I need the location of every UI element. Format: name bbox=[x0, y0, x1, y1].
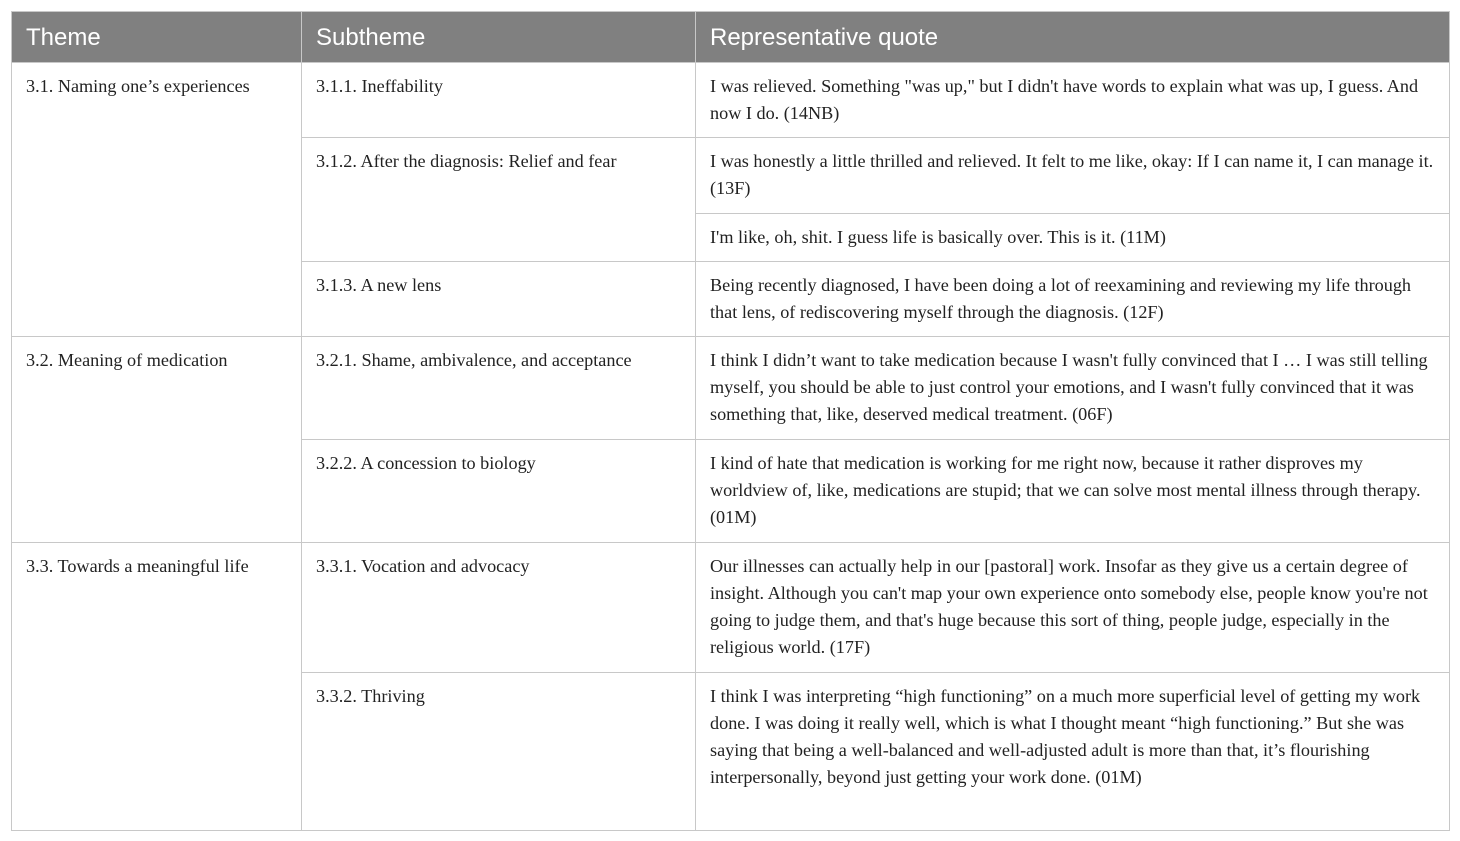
subtheme-cell: 3.2.1. Shame, ambivalence, and acceptance bbox=[302, 337, 696, 440]
quote-cell: I think I was interpreting “high functioning” on a much more superficial level of getting my work done. I was doing it really well, which is what I thought meant “high functioning.” But she was saying that being a well-balanced and well-adjusted adult is more than that, it’s flourishing interpersonally, beyond just getting your work done. (01M) bbox=[696, 673, 1450, 831]
subtheme-cell: 3.1.1. Ineffability bbox=[302, 63, 696, 138]
theme-cell: 3.2. Meaning of medication bbox=[12, 337, 302, 543]
subtheme-cell: 3.3.2. Thriving bbox=[302, 673, 696, 831]
quote-cell: I was relieved. Something "was up," but I didn't have words to explain what was up, I guess. And now I do. (14NB) bbox=[696, 63, 1450, 138]
theme-cell: 3.1. Naming one’s experiences bbox=[12, 63, 302, 337]
quote-cell: I kind of hate that medication is working for me right now, because it rather disproves my worldview of, like, medications are stupid; that we can solve most mental illness through therapy. (01M) bbox=[696, 440, 1450, 543]
header-subtheme: Subtheme bbox=[302, 12, 696, 63]
quote-cell: I'm like, oh, shit. I guess life is basically over. This is it. (11M) bbox=[696, 214, 1450, 262]
quote-cell: I think I didn’t want to take medication because I wasn't fully convinced that I … I was still telling myself, you should be able to just control your emotions, and I wasn't fully convinced that it was something that, like, deserved medical treatment. (06F) bbox=[696, 337, 1450, 440]
table-row bbox=[12, 543, 1450, 673]
quote-cell: Being recently diagnosed, I have been doing a lot of reexamining and reviewing my life through that lens, of rediscovering myself through the diagnosis. (12F) bbox=[696, 262, 1450, 337]
themes-table bbox=[11, 11, 1450, 831]
quote-cell: I was honestly a little thrilled and relieved. It felt to me like, okay: If I can name it, I can manage it. (13F) bbox=[696, 138, 1450, 214]
header-row bbox=[12, 12, 1450, 63]
subtheme-cell: 3.2.2. A concession to biology bbox=[302, 440, 696, 543]
subtheme-cell: 3.1.2. After the diagnosis: Relief and fear bbox=[302, 138, 696, 262]
header-theme: Theme bbox=[12, 12, 302, 63]
table-row bbox=[12, 337, 1450, 440]
theme-cell: 3.3. Towards a meaningful life bbox=[12, 543, 302, 831]
table-row bbox=[12, 63, 1450, 138]
subtheme-cell: 3.3.1. Vocation and advocacy bbox=[302, 543, 696, 673]
quote-cell: Our illnesses can actually help in our [pastoral] work. Insofar as they give us a certain degree of insight. Although you can't map your own experience onto somebody else, people know you're not going to judge them, and that's huge because this sort of thing, people judge, especially in the religious world. (17F) bbox=[696, 543, 1450, 673]
subtheme-cell: 3.1.3. A new lens bbox=[302, 262, 696, 337]
header-quote: Representative quote bbox=[696, 12, 1450, 63]
